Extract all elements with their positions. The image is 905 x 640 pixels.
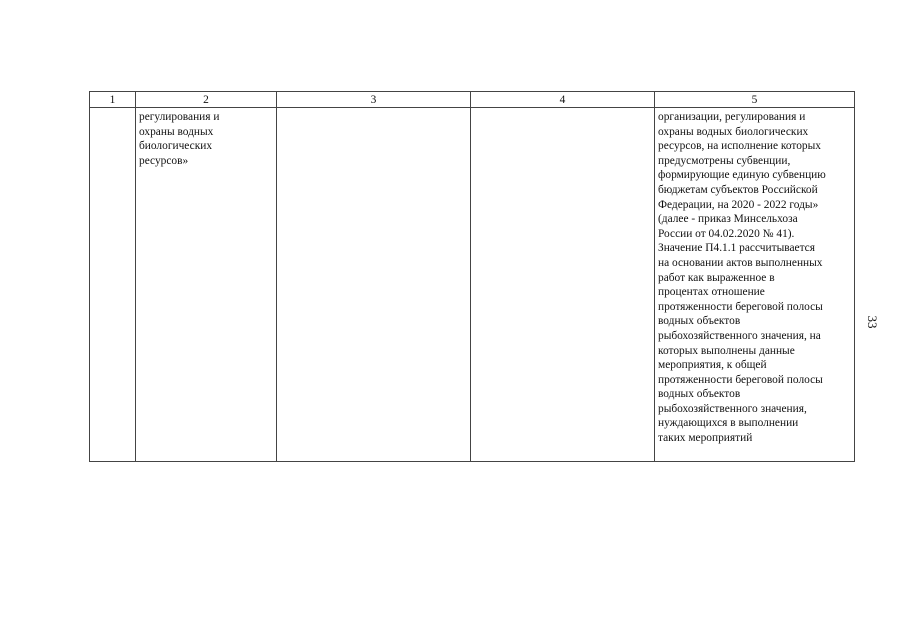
table-body [90, 108, 855, 462]
column-header-1: 1 [90, 92, 136, 108]
cell-text-col5: организации, регулирования и охраны водных биологических ресурсов, на исполнение которых предусмотрены субвенции, формирующие единую субвенцию бюджетам субъектов Российской Федерации, на 2020 - 2022 годы» (далее - приказ Минсельхоза России от 04.02.2020 № 41). Значение П4.1.1 рассчитывается на основании актов выполненных работ как выраженное в процентах отношение протяженности береговой полосы водных объектов рыбохозяйственного значения, на которых выполнены данные мероприятия, к общей протяженности береговой полосы водных объектов рыбохозяйственного значения, нуждающихся в выполнении таких мероприятий [658, 111, 826, 445]
column-header-4: 4 [471, 92, 655, 108]
column-header-3: 3 [277, 92, 471, 108]
page-number: 33 [865, 315, 880, 329]
table-cell-col3 [277, 108, 471, 462]
column-header-2: 2 [136, 92, 277, 108]
column-header-5: 5 [655, 92, 855, 108]
table-header-row [90, 92, 855, 108]
table-header [90, 92, 855, 108]
cell-text-col2: регулирования и охраны водных биологических ресурсов» [139, 111, 220, 167]
table-row [90, 108, 855, 462]
table-cell-col5 [655, 108, 855, 462]
table-cell-col4 [471, 108, 655, 462]
table-cell-col2 [136, 108, 277, 462]
table-cell-col1 [90, 108, 136, 462]
document-table [89, 91, 855, 462]
